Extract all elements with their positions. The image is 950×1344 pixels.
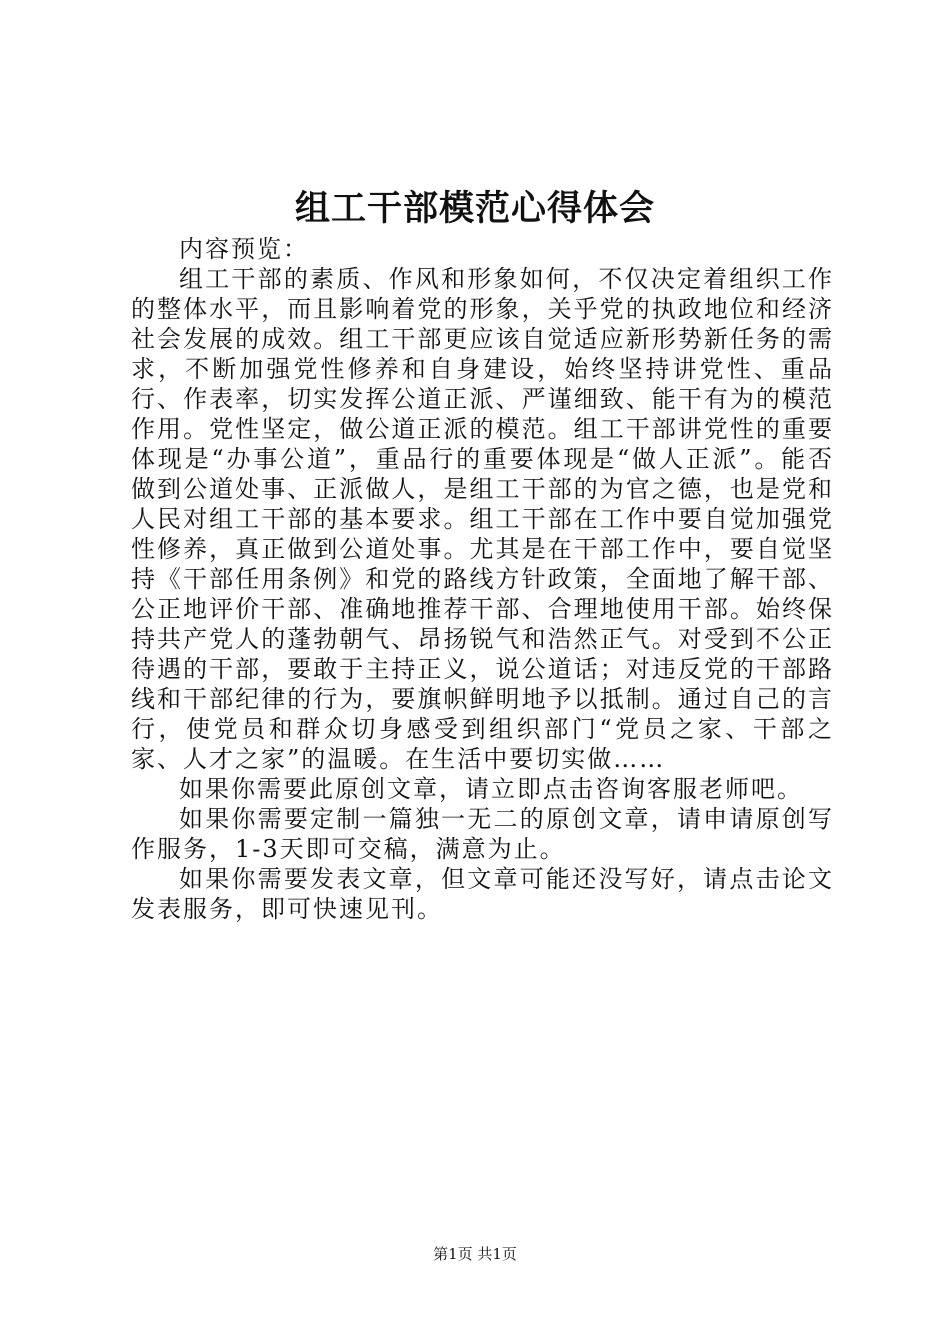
document-content [131, 234, 834, 924]
notice-custom-writing: 如果你需要定制一篇独一无二的原创文章，请申请原创写作服务，1-3天即可交稿，满意为止。 [131, 805, 834, 863]
body-paragraph: 组工干部的素质、作风和形象如何，不仅决定着组织工作的整体水平，而且影响着党的形象，关乎党的执政地位和经济社会发展的成效。组工干部更应该自觉适应新形势新任务的需求，不断加强党性修养和自身建设，始终坚持讲党性、重品行、作表率，切实发挥公道正派、严谨细致、能干有为的模范作用。党性坚定，做公道正派的模范。组工干部讲党性的重要体现是“办事公道”，重品行的重要体现是“做人正派”。能否做到公道处事、正派做人，是组工干部的为官之德，也是党和人民对组工干部的基本要求。组工干部在工作中要自觉加强党性修养，真正做到公道处事。尤其是在干部工作中，要自觉坚持《干部任用条例》和党的路线方针政策，全面地了解干部、公正地评价干部、准确地推荐干部、合理地使用干部。始终保持共产党人的蓬勃朝气、昂扬锐气和浩然正气。对受到不公正待遇的干部，要敢于主持正义，说公道话；对违反党的干部路线和干部纪律的行为，要旗帜鲜明地予以抵制。通过自己的言行，使党员和群众切身感受到组织部门“党员之家、干部之家、人才之家”的温暖。在生活中要切实做…… [131, 265, 834, 773]
notice-consult: 如果你需要此原创文章，请立即点击咨询客服老师吧。 [179, 775, 803, 803]
notice-publishing: 如果你需要发表文章，但文章可能还没写好，请点击论文发表服务，即可快速见刊。 [131, 865, 834, 923]
document-title: 组工干部模范心得体会 [294, 188, 655, 229]
preview-label: 内容预览： [179, 235, 309, 263]
page-footer: 第1页 共1页 [433, 1245, 517, 1263]
